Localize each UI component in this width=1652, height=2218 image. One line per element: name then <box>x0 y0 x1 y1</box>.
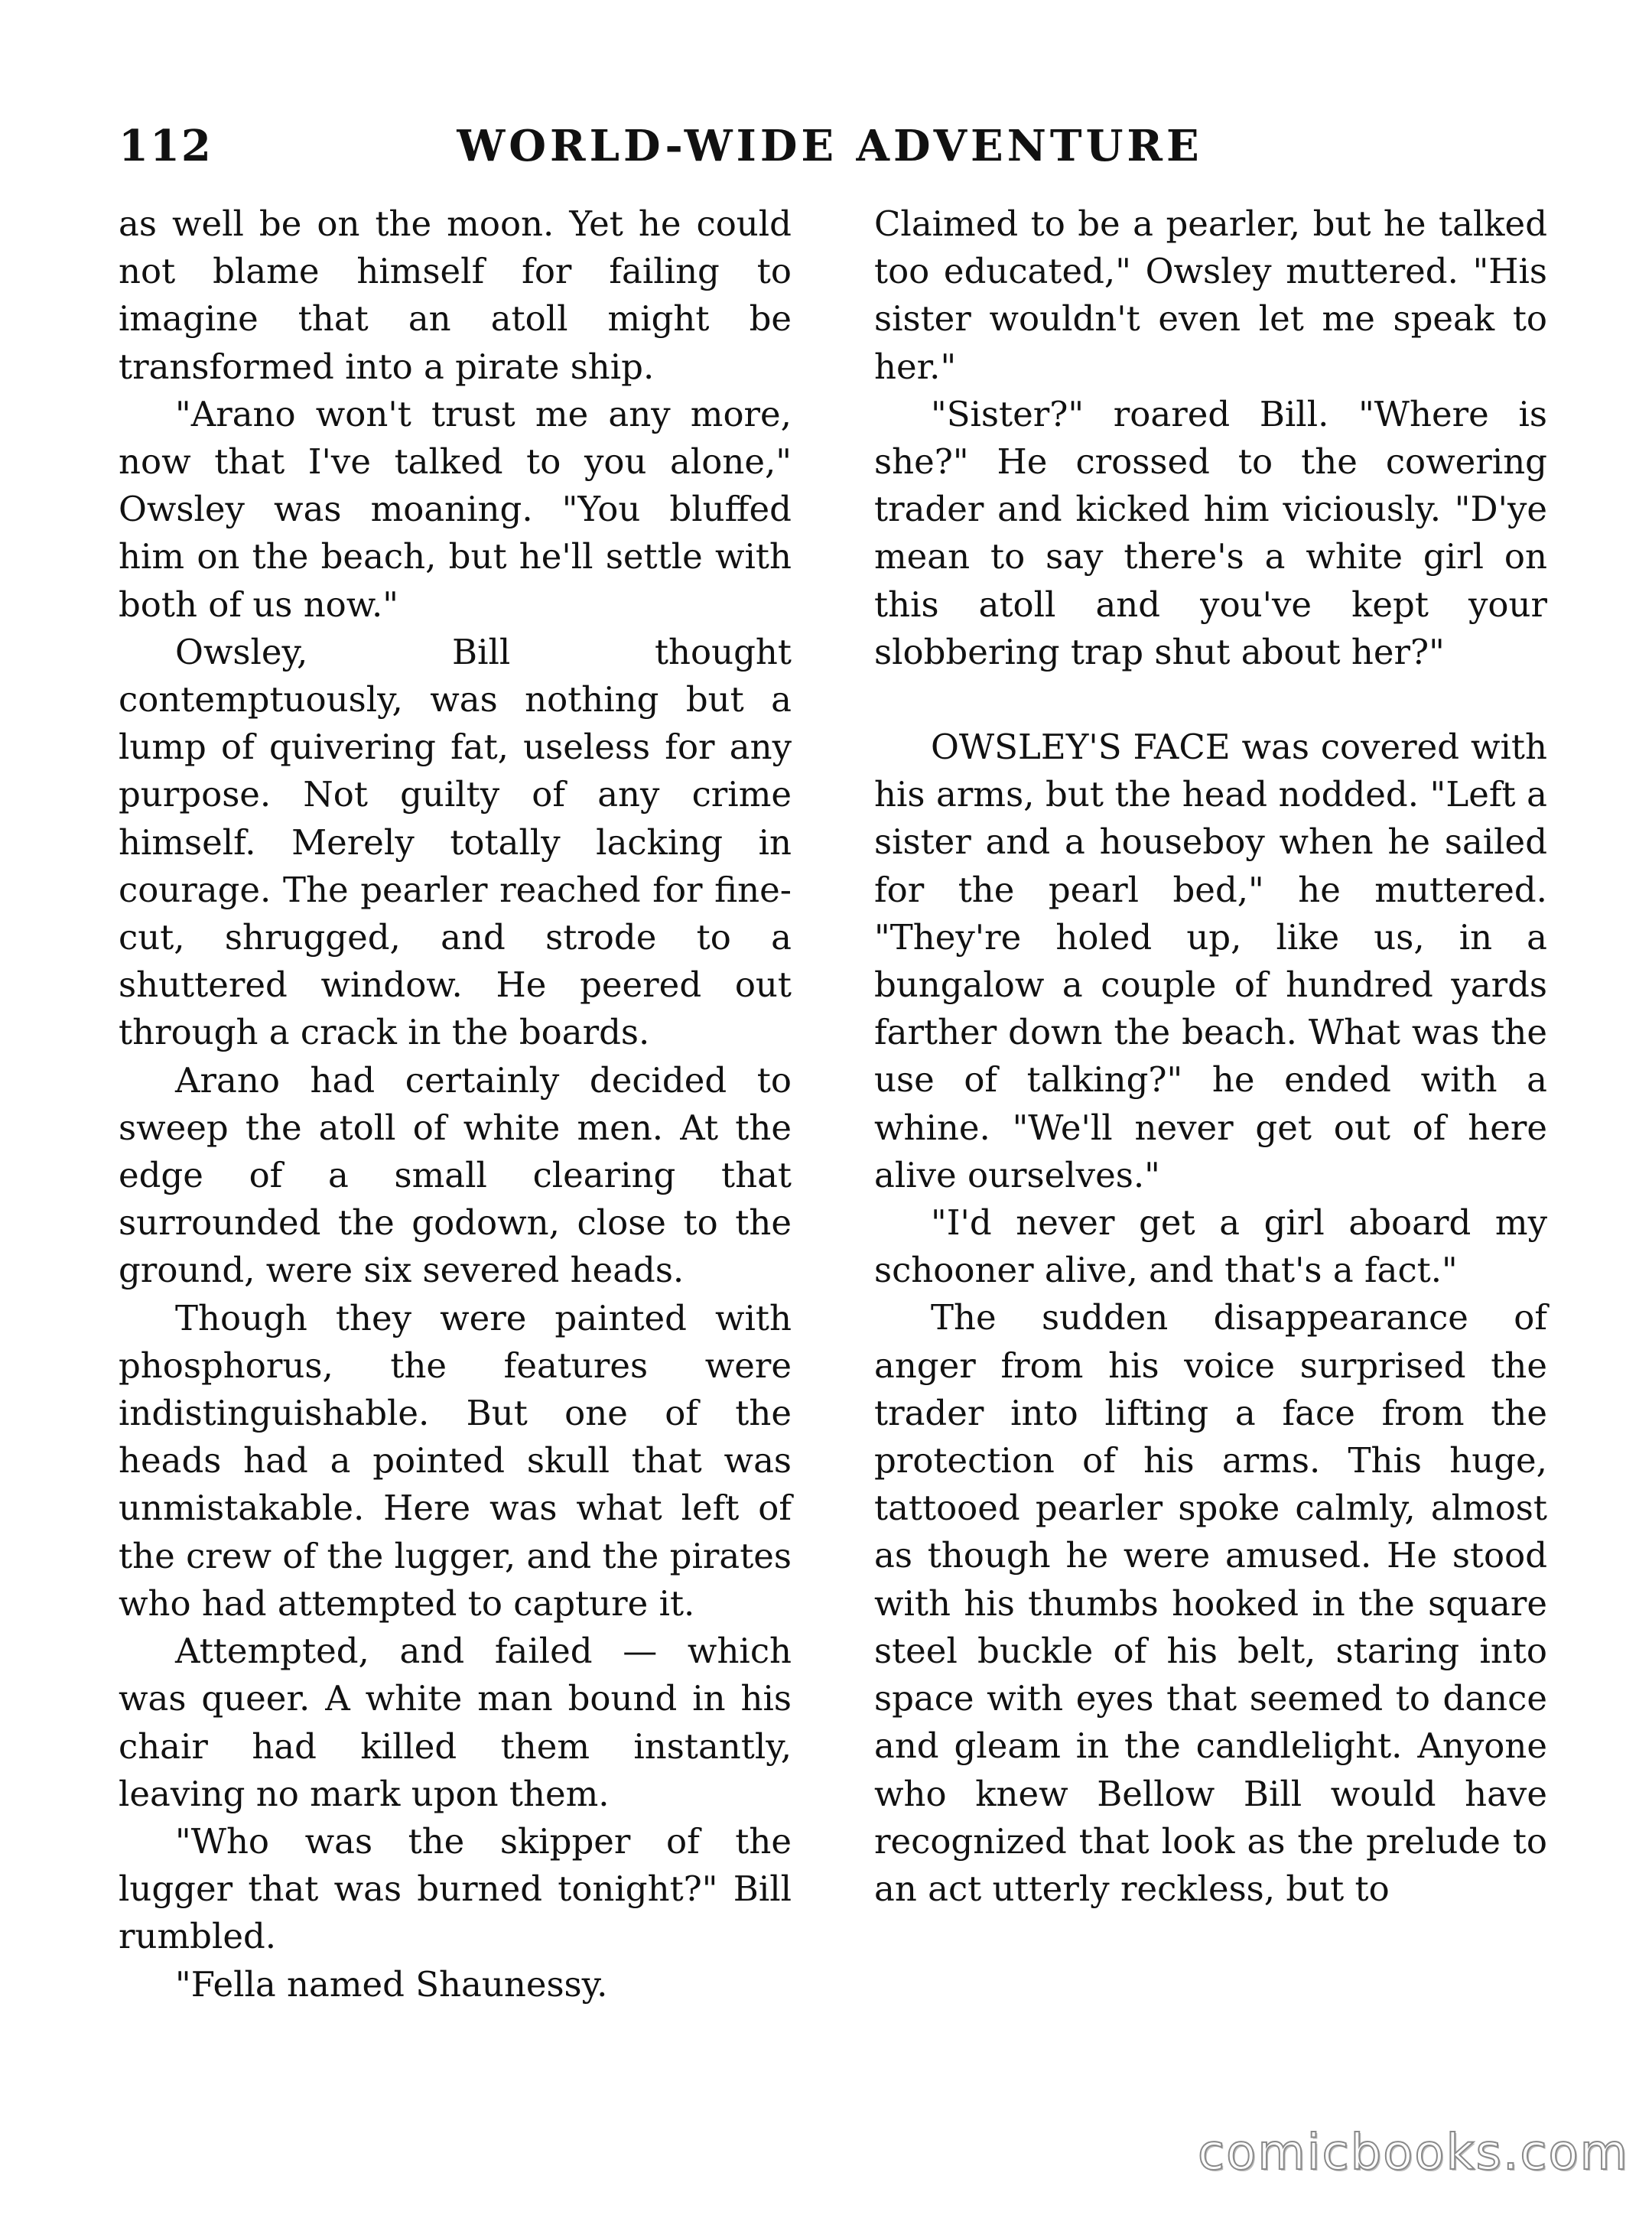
paragraph: Claimed to be a pearler, but he talked too educated," Owsley muttered. "His sister wouldn't even let me speak to her." <box>874 203 1547 387</box>
section-start-paragraph: OWSLEY'S FACE was covered with his arms, but the head nodded. "Left a sister and a houseboy when he sailed for the pearl bed," he muttered. "They're holed up, like us, in a bungalow a couple of hundred yards farther down the beach. What was the use of talking?" he ended with a whine. "We'll never get out of here alive ourselves." <box>874 727 1547 1195</box>
paragraph: "I'd never get a girl aboard my schooner alive, and that's a fact." <box>874 1202 1547 1291</box>
paragraph: "Arano won't trust me any more, now that I've talked to you alone," Owsley was moaning. "You bluffed him on the beach, but he'll settle with both of us now." <box>119 393 792 625</box>
paragraph: "Sister?" roared Bill. "Where is she?" He crossed to the cowering trader and kicked him viciously. "D'ye mean to say there's a white girl on this atoll and you've kept your slobbering trap shut about her?" <box>874 393 1547 672</box>
paragraph: Attempted, and failed — which was queer. A white man bound in his chair had killed them instantly, leaving no mark upon them. <box>119 1631 792 1814</box>
page-number: 112 <box>119 121 213 171</box>
paragraph: "Fella named Shaunessy. <box>175 1963 608 2005</box>
running-title: WORLD-WIDE ADVENTURE <box>457 121 1203 171</box>
paragraph: Owsley, Bill thought contemptuously, was nothing but a lump of quivering fat, useless for any purpose. Not guilty of any crime himself. Merely totally lacking in courage. The pearler reached for fine-cut, shrugged, and strode to a shuttered window. He peered out through a crack in the boards. <box>119 631 792 1053</box>
paragraph: The sudden disappearance of anger from his voice surprised the trader into lifting a face from the protection of his arms. This huge, tattooed pearler spoke calmly, almost as though he were amused. He stood with his thumbs hooked in the square steel buckle of his belt, staring into space with eyes that seemed to dance and gleam in the candlelight. Anyone who knew Bellow Bill would have recognized that look as the prelude to an act utterly reckless, but to <box>874 1297 1547 1909</box>
paragraph: Arano had certainly decided to sweep the atoll of white men. At the edge of a small clearing that surrounded the godown, close to the ground, were six severed heads. <box>119 1059 792 1291</box>
paragraph: as well be on the moon. Yet he could not blame himself for failing to imagine that an atoll might be transformed into a pirate ship. <box>119 203 792 387</box>
left-column <box>119 200 792 2008</box>
watermark: comicbooks.com <box>1197 2125 1629 2181</box>
paragraph: Though they were painted with phosphorus, the features were indistinguishable. But one of the heads had a pointed skull that was unmistakable. Here was what left of the crew of the lugger, and the pirates who had attempted to capture it. <box>119 1297 792 1624</box>
paragraph: "Who was the skipper of the lugger that was burned tonight?" Bill rumbled. <box>119 1820 792 1957</box>
right-column <box>874 200 1547 1913</box>
page-header <box>119 121 1541 174</box>
